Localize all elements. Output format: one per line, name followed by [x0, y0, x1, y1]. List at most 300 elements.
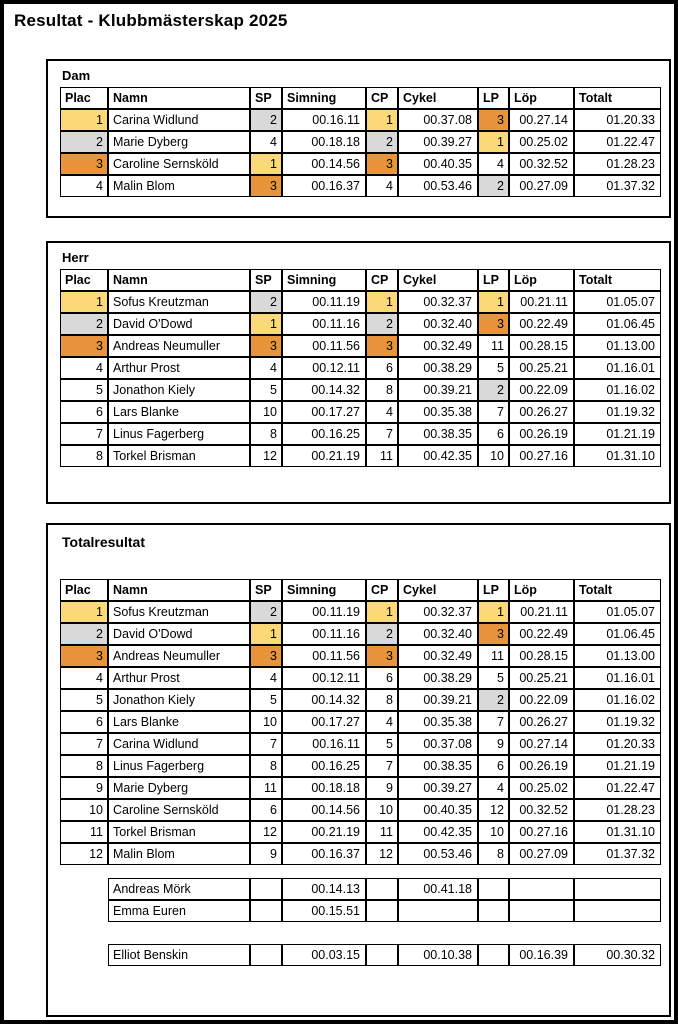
column-header: CP [366, 579, 398, 601]
cell-cp: 6 [366, 357, 398, 379]
cell-lp: 10 [478, 445, 509, 467]
table-row [60, 799, 661, 821]
cell-totalt: 01.28.23 [574, 153, 661, 175]
cell-cp: 3 [366, 153, 398, 175]
table-row [60, 623, 661, 645]
table-row [60, 821, 661, 843]
column-header: Cykel [398, 87, 478, 109]
cell-totalt: 01.28.23 [574, 799, 661, 821]
cell-cykel: 00.53.46 [398, 175, 478, 197]
cell-name: Malin Blom [108, 843, 250, 865]
table-row [60, 357, 661, 379]
cell-name: Jonathon Kiely [108, 689, 250, 711]
cell-cykel: 00.41.18 [398, 878, 478, 900]
cell-plac: 2 [60, 313, 108, 335]
table-row [60, 667, 661, 689]
cell-lop: 00.27.14 [509, 733, 574, 755]
cell-lp: 1 [478, 601, 509, 623]
cell-cykel: 00.39.21 [398, 379, 478, 401]
cell-plac: 1 [60, 109, 108, 131]
cell-lop: 00.25.02 [509, 131, 574, 153]
cell-sp: 5 [250, 379, 282, 401]
cell-lp: 10 [478, 821, 509, 843]
column-header: Löp [509, 579, 574, 601]
cell-cykel: 00.53.46 [398, 843, 478, 865]
cell-name: Caroline Sernsköld [108, 799, 250, 821]
cell-cp: 7 [366, 755, 398, 777]
cell-totalt: 01.19.32 [574, 401, 661, 423]
cell-cp: 2 [366, 313, 398, 335]
cell-lp: 5 [478, 357, 509, 379]
cell-lp: 3 [478, 623, 509, 645]
column-header: LP [478, 87, 509, 109]
cell-simning: 00.16.37 [282, 175, 366, 197]
column-header: Simning [282, 269, 366, 291]
column-header: CP [366, 269, 398, 291]
table-row [60, 445, 661, 467]
cell-sp: 8 [250, 423, 282, 445]
cell-totalt: 01.31.10 [574, 821, 661, 843]
cell-name: Lars Blanke [108, 401, 250, 423]
cell-plac: 4 [60, 357, 108, 379]
column-header: Namn [108, 269, 250, 291]
cell-totalt: 01.16.01 [574, 357, 661, 379]
cell-name: Sofus Kreutzman [108, 601, 250, 623]
cell-lop: 00.25.21 [509, 357, 574, 379]
cell-cp: 11 [366, 445, 398, 467]
cell-name: Torkel Brisman [108, 821, 250, 843]
cell-totalt: 01.21.19 [574, 423, 661, 445]
cell-cykel: 00.42.35 [398, 445, 478, 467]
cell-cp: 1 [366, 109, 398, 131]
cell-totalt: 01.06.45 [574, 623, 661, 645]
cell-lp: 2 [478, 175, 509, 197]
cell-cp: 3 [366, 335, 398, 357]
section-dam [46, 59, 671, 218]
cell-plac: 9 [60, 777, 108, 799]
table-row [108, 944, 661, 966]
cell-name: David O'Dowd [108, 313, 250, 335]
cell-lp [478, 944, 509, 966]
cell-name: Carina Widlund [108, 733, 250, 755]
results-table-herr [60, 269, 661, 467]
cell-simning: 00.03.15 [282, 944, 366, 966]
cell-simning: 00.12.11 [282, 667, 366, 689]
cell-cp: 4 [366, 711, 398, 733]
cell-lop: 00.22.09 [509, 689, 574, 711]
cell-plac: 1 [60, 601, 108, 623]
cell-sp: 6 [250, 799, 282, 821]
cell-cykel: 00.39.27 [398, 777, 478, 799]
cell-simning: 00.14.13 [282, 878, 366, 900]
cell-cykel: 00.32.40 [398, 623, 478, 645]
column-header: SP [250, 87, 282, 109]
cell-lp: 5 [478, 667, 509, 689]
cell-plac: 6 [60, 711, 108, 733]
cell-lp: 11 [478, 645, 509, 667]
extra-results-table-1 [108, 878, 661, 922]
cell-sp: 9 [250, 843, 282, 865]
cell-name: Elliot Benskin [108, 944, 250, 966]
cell-sp: 8 [250, 755, 282, 777]
cell-plac: 1 [60, 291, 108, 313]
cell-cykel: 00.38.35 [398, 755, 478, 777]
table-row [60, 313, 661, 335]
cell-lp: 1 [478, 291, 509, 313]
cell-cp: 7 [366, 423, 398, 445]
cell-cykel: 00.10.38 [398, 944, 478, 966]
cell-simning: 00.18.18 [282, 777, 366, 799]
cell-cp: 4 [366, 175, 398, 197]
cell-plac: 2 [60, 131, 108, 153]
column-header: Cykel [398, 269, 478, 291]
column-header: SP [250, 269, 282, 291]
cell-cykel: 00.38.35 [398, 423, 478, 445]
table-row [60, 733, 661, 755]
cell-cykel: 00.39.27 [398, 131, 478, 153]
column-header: Cykel [398, 579, 478, 601]
cell-plac: 3 [60, 645, 108, 667]
cell-cykel: 00.40.35 [398, 153, 478, 175]
cell-totalt [574, 878, 661, 900]
cell-plac: 10 [60, 799, 108, 821]
cell-totalt: 01.19.32 [574, 711, 661, 733]
cell-lop: 00.22.49 [509, 313, 574, 335]
cell-cp: 2 [366, 623, 398, 645]
cell-cp: 6 [366, 667, 398, 689]
cell-cp: 1 [366, 291, 398, 313]
cell-sp: 12 [250, 821, 282, 843]
cell-cp: 10 [366, 799, 398, 821]
cell-lop: 00.27.09 [509, 843, 574, 865]
cell-totalt: 01.05.07 [574, 601, 661, 623]
table-row [60, 175, 661, 197]
page-title: Resultat - Klubbmästerskap 2025 [14, 11, 288, 30]
cell-name: Torkel Brisman [108, 445, 250, 467]
cell-sp: 3 [250, 335, 282, 357]
column-header: SP [250, 579, 282, 601]
cell-totalt: 01.20.33 [574, 733, 661, 755]
column-header: Totalt [574, 579, 661, 601]
cell-name: David O'Dowd [108, 623, 250, 645]
cell-simning: 00.16.11 [282, 733, 366, 755]
cell-sp: 4 [250, 667, 282, 689]
cell-plac: 7 [60, 423, 108, 445]
cell-name: Arthur Prost [108, 667, 250, 689]
cell-sp: 11 [250, 777, 282, 799]
cell-name: Carina Widlund [108, 109, 250, 131]
cell-sp: 10 [250, 711, 282, 733]
results-table-totalresultat [60, 579, 661, 865]
cell-sp: 1 [250, 313, 282, 335]
results-table-dam [60, 87, 661, 197]
cell-totalt: 01.21.19 [574, 755, 661, 777]
header-row [60, 579, 661, 601]
column-header: Plac [60, 579, 108, 601]
cell-totalt: 01.20.33 [574, 109, 661, 131]
cell-sp: 4 [250, 357, 282, 379]
cell-plac: 4 [60, 667, 108, 689]
extra-results-table-2 [108, 944, 661, 966]
cell-name: Andreas Mörk [108, 878, 250, 900]
cell-totalt: 01.16.01 [574, 667, 661, 689]
cell-sp: 1 [250, 623, 282, 645]
cell-name: Emma Euren [108, 900, 250, 922]
cell-lp: 3 [478, 109, 509, 131]
table-row [108, 878, 661, 900]
cell-lop: 00.32.52 [509, 799, 574, 821]
table-row [108, 900, 661, 922]
table-row [60, 423, 661, 445]
table-row [60, 645, 661, 667]
cell-lop: 00.28.15 [509, 645, 574, 667]
cell-simning: 00.11.56 [282, 645, 366, 667]
cell-lop: 00.26.27 [509, 401, 574, 423]
cell-simning: 00.16.37 [282, 843, 366, 865]
column-header: Plac [60, 269, 108, 291]
cell-plac: 4 [60, 175, 108, 197]
table-row [60, 711, 661, 733]
cell-lop: 00.28.15 [509, 335, 574, 357]
table-row [60, 755, 661, 777]
cell-sp: 5 [250, 689, 282, 711]
cell-lop: 00.32.52 [509, 153, 574, 175]
column-header: Namn [108, 87, 250, 109]
section-title-totalresultat: Totalresultat [62, 534, 145, 550]
table-row [60, 379, 661, 401]
cell-plac: 5 [60, 689, 108, 711]
cell-cykel: 00.38.29 [398, 357, 478, 379]
cell-name: Jonathon Kiely [108, 379, 250, 401]
cell-lop: 00.27.09 [509, 175, 574, 197]
cell-sp: 2 [250, 291, 282, 313]
cell-simning: 00.11.56 [282, 335, 366, 357]
cell-lop: 00.22.49 [509, 623, 574, 645]
cell-name: Arthur Prost [108, 357, 250, 379]
section-herr [46, 241, 671, 504]
cell-name: Caroline Sernsköld [108, 153, 250, 175]
cell-lop: 00.21.11 [509, 601, 574, 623]
cell-name: Malin Blom [108, 175, 250, 197]
cell-totalt: 01.13.00 [574, 335, 661, 357]
cell-totalt: 00.30.32 [574, 944, 661, 966]
table-row [60, 777, 661, 799]
cell-lp: 6 [478, 423, 509, 445]
cell-totalt: 01.22.47 [574, 777, 661, 799]
table-row [60, 401, 661, 423]
cell-lop: 00.21.11 [509, 291, 574, 313]
cell-simning: 00.18.18 [282, 131, 366, 153]
cell-simning: 00.17.27 [282, 711, 366, 733]
cell-lop: 00.27.16 [509, 821, 574, 843]
cell-sp: 4 [250, 131, 282, 153]
cell-cp: 11 [366, 821, 398, 843]
cell-lop: 00.27.14 [509, 109, 574, 131]
column-header: Plac [60, 87, 108, 109]
column-header: Simning [282, 579, 366, 601]
column-header: Totalt [574, 269, 661, 291]
table-row [60, 109, 661, 131]
cell-cp: 1 [366, 601, 398, 623]
cell-cykel: 00.38.29 [398, 667, 478, 689]
table-row [60, 601, 661, 623]
cell-sp: 12 [250, 445, 282, 467]
cell-plac: 3 [60, 335, 108, 357]
cell-cykel: 00.35.38 [398, 711, 478, 733]
cell-cykel: 00.32.37 [398, 291, 478, 313]
cell-cp: 8 [366, 689, 398, 711]
cell-totalt: 01.31.10 [574, 445, 661, 467]
cell-simning: 00.11.16 [282, 313, 366, 335]
cell-name: Andreas Neumuller [108, 645, 250, 667]
cell-plac: 8 [60, 445, 108, 467]
cell-plac: 5 [60, 379, 108, 401]
cell-sp: 3 [250, 175, 282, 197]
cell-cykel: 00.32.49 [398, 335, 478, 357]
cell-totalt: 01.05.07 [574, 291, 661, 313]
cell-cp [366, 878, 398, 900]
cell-lp: 4 [478, 153, 509, 175]
cell-sp: 10 [250, 401, 282, 423]
cell-lp: 7 [478, 711, 509, 733]
cell-lop: 00.25.21 [509, 667, 574, 689]
cell-sp: 3 [250, 645, 282, 667]
table-row [60, 131, 661, 153]
cell-simning: 00.12.11 [282, 357, 366, 379]
cell-totalt: 01.06.45 [574, 313, 661, 335]
cell-cykel: 00.32.37 [398, 601, 478, 623]
column-header: Löp [509, 269, 574, 291]
cell-simning: 00.11.19 [282, 291, 366, 313]
cell-lop: 00.25.02 [509, 777, 574, 799]
cell-totalt: 01.37.32 [574, 843, 661, 865]
cell-simning: 00.16.25 [282, 423, 366, 445]
cell-name: Lars Blanke [108, 711, 250, 733]
cell-plac: 6 [60, 401, 108, 423]
cell-totalt: 01.16.02 [574, 379, 661, 401]
cell-lp: 1 [478, 131, 509, 153]
cell-totalt: 01.16.02 [574, 689, 661, 711]
cell-cykel: 00.37.08 [398, 733, 478, 755]
cell-plac: 3 [60, 153, 108, 175]
cell-lp: 9 [478, 733, 509, 755]
header-row [60, 87, 661, 109]
cell-plac: 8 [60, 755, 108, 777]
cell-totalt: 01.13.00 [574, 645, 661, 667]
cell-cp: 12 [366, 843, 398, 865]
cell-lp: 6 [478, 755, 509, 777]
cell-simning: 00.21.19 [282, 445, 366, 467]
cell-cykel: 00.39.21 [398, 689, 478, 711]
table-row [60, 335, 661, 357]
cell-simning: 00.17.27 [282, 401, 366, 423]
cell-totalt [574, 900, 661, 922]
cell-name: Linus Fagerberg [108, 755, 250, 777]
cell-cykel: 00.37.08 [398, 109, 478, 131]
cell-cp: 4 [366, 401, 398, 423]
cell-lop [509, 900, 574, 922]
cell-lop: 00.26.27 [509, 711, 574, 733]
cell-cykel [398, 900, 478, 922]
cell-lp: 4 [478, 777, 509, 799]
cell-lp: 7 [478, 401, 509, 423]
table-row [60, 153, 661, 175]
cell-simning: 00.16.11 [282, 109, 366, 131]
cell-plac: 12 [60, 843, 108, 865]
column-header: Simning [282, 87, 366, 109]
column-header: LP [478, 579, 509, 601]
cell-sp: 7 [250, 733, 282, 755]
cell-lop: 00.26.19 [509, 423, 574, 445]
cell-plac: 11 [60, 821, 108, 843]
cell-lp: 11 [478, 335, 509, 357]
cell-plac: 7 [60, 733, 108, 755]
cell-lp [478, 878, 509, 900]
cell-sp [250, 944, 282, 966]
column-header: LP [478, 269, 509, 291]
cell-sp: 2 [250, 601, 282, 623]
cell-cykel: 00.40.35 [398, 799, 478, 821]
cell-cykel: 00.32.40 [398, 313, 478, 335]
cell-cp: 2 [366, 131, 398, 153]
cell-simning: 00.14.32 [282, 689, 366, 711]
table-row [60, 843, 661, 865]
cell-totalt: 01.37.32 [574, 175, 661, 197]
header-row [60, 269, 661, 291]
cell-lop [509, 878, 574, 900]
cell-lop: 00.26.19 [509, 755, 574, 777]
cell-simning: 00.14.32 [282, 379, 366, 401]
cell-cykel: 00.32.49 [398, 645, 478, 667]
cell-lop: 00.27.16 [509, 445, 574, 467]
cell-name: Marie Dyberg [108, 131, 250, 153]
column-header: Totalt [574, 87, 661, 109]
cell-simning: 00.14.56 [282, 153, 366, 175]
cell-lop: 00.22.09 [509, 379, 574, 401]
cell-cp: 8 [366, 379, 398, 401]
cell-cp: 5 [366, 733, 398, 755]
cell-lp: 8 [478, 843, 509, 865]
section-title-dam: Dam [62, 68, 91, 83]
column-header: Namn [108, 579, 250, 601]
cell-cp [366, 944, 398, 966]
table-row [60, 291, 661, 313]
cell-simning: 00.11.16 [282, 623, 366, 645]
cell-cykel: 00.42.35 [398, 821, 478, 843]
cell-lop: 00.16.39 [509, 944, 574, 966]
table-row [60, 689, 661, 711]
section-title-herr: Herr [62, 250, 89, 265]
cell-simning: 00.21.19 [282, 821, 366, 843]
cell-sp [250, 900, 282, 922]
cell-simning: 00.14.56 [282, 799, 366, 821]
cell-lp: 2 [478, 689, 509, 711]
cell-cp: 9 [366, 777, 398, 799]
cell-name: Linus Fagerberg [108, 423, 250, 445]
cell-cykel: 00.35.38 [398, 401, 478, 423]
cell-name: Andreas Neumuller [108, 335, 250, 357]
section-totalresultat [46, 523, 671, 1017]
cell-name: Marie Dyberg [108, 777, 250, 799]
cell-simning: 00.15.51 [282, 900, 366, 922]
cell-lp [478, 900, 509, 922]
cell-simning: 00.11.19 [282, 601, 366, 623]
column-header: Löp [509, 87, 574, 109]
column-header: CP [366, 87, 398, 109]
cell-sp: 2 [250, 109, 282, 131]
cell-name: Sofus Kreutzman [108, 291, 250, 313]
cell-sp: 1 [250, 153, 282, 175]
